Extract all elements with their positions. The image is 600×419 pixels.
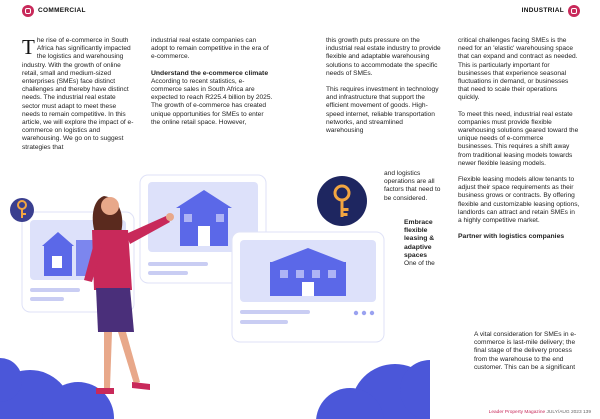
col4-p4: A vital consideration for SMEs in e-commerce is last-mile delivery; the final stage of the delivery process from the warehouse to the end customer. This can be a significant — [474, 331, 577, 371]
article-column-3-narrow — [384, 170, 442, 211]
col2-text: According to recent statistics, e-commerce sales in South Africa are expected to reach R225.4 billion by 2025. The growth of e-commerce has created unique opportunities for SMEs to enter the online retail space. However, — [151, 77, 273, 126]
article-column-3 — [326, 37, 442, 135]
drop-cap: T — [22, 35, 35, 59]
col2-intro: industrial real estate companies can adopt to remain competitive in the era of e-commerce. — [151, 37, 269, 61]
section-label-left: COMMERCIAL — [38, 7, 86, 14]
commercial-section-icon — [22, 5, 34, 17]
col3-p2-narrow: and logistics operations are all factors that need to be considered. — [384, 170, 441, 202]
heading-ecommerce-climate: Understand the e-commerce climate — [151, 69, 269, 77]
article-column-2 — [151, 37, 273, 135]
col4-p3: Flexible leasing models allow tenants to adjust their space requirements as their business grows or contracts. By offering flexible and customizable leasing options, landlords can attract and retain SMEs in a highly competitive market. — [458, 176, 580, 225]
key-icon — [315, 174, 369, 228]
col4-p2: To meet this need, industrial real estate companies must provide flexible warehousing solutions geared toward the unique needs of e-commerce businesses. This requires a shift away from traditional leasing models towards newer flexible leasing models. — [458, 110, 579, 167]
footer-magazine: Leader Property Magazine — [488, 410, 546, 415]
article-column-4 — [458, 37, 580, 241]
heading-flexible-leasing: Embrace flexible leasing & adaptive spaces — [404, 219, 435, 259]
key-icon — [10, 198, 34, 222]
heading-logistics-partners: Partner with logistics companies — [458, 233, 565, 241]
article-column-3-heading — [404, 219, 444, 268]
col3-heading-tail: One of the — [404, 260, 435, 268]
article-column-4-indent — [474, 331, 580, 380]
blob-right — [316, 360, 430, 419]
industrial-section-icon — [568, 5, 580, 17]
section-label-right: INDUSTRIAL — [521, 7, 564, 14]
col3-p1: this growth puts pressure on the industrial real estate industry to provide flexible and adaptable warehousing solutions to accommodate the specific needs of SMEs. — [326, 37, 441, 77]
page-number: 139 — [582, 410, 591, 415]
page-footer — [489, 410, 591, 415]
footer-date: JULY/AUG 2023 — [546, 410, 582, 415]
col1-text: he rise of e-commerce in South Africa has significantly impacted the logistics and warehousing industry. With the growth of online retail, small and medium-sized enterprises (SMEs) face distinct challenges and thereby have distinct needs. The industrial real estate sector must adapt to meet these needs to remain competitive. In this article, we will explore the impact of e-commerce on logistics and warehousing. We go on to suggest strategies that — [22, 37, 134, 151]
col3-p2-full: This requires investment in technology and infrastructure that support the efficient movement of goods. High-speed internet, reliable transportation networks, and streamlined warehousing — [326, 86, 439, 135]
article-column-1 — [22, 37, 134, 152]
house-card-right — [232, 232, 384, 342]
col4-p1: critical challenges facing SMEs is the need for an 'elastic' warehousing space that can expand and contract as needed. This is particularly important for businesses that experience seasonal fluctuations in demand, or businesses that need to scale their operations quickly. — [458, 37, 578, 102]
